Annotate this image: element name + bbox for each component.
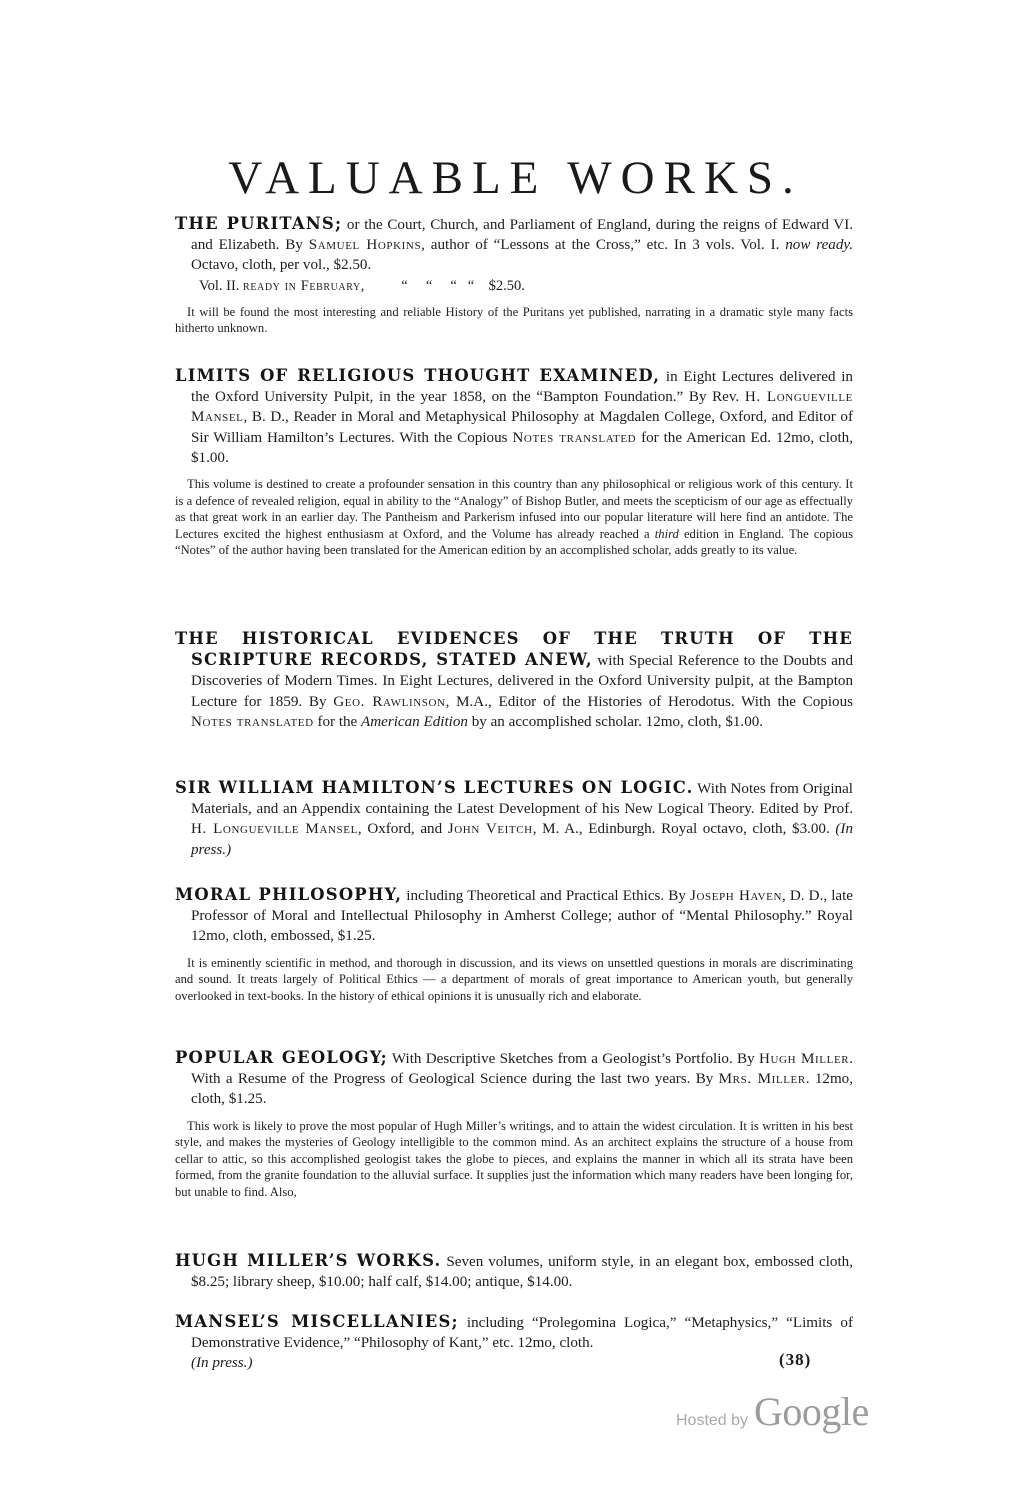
watermark-prefix: Hosted by (676, 1412, 749, 1429)
entry-description: POPULAR GEOLOGY; With Descriptive Sketches from a Geologist’s Portfolio. By Hugh Miller. With a Resume of the Progress of Geological Science during the last two years. By Mrs. Miller. 12mo, cloth, $1.25. (175, 1048, 853, 1108)
review-note: This volume is destined to create a profounder sensation in this country than any philosophical or religious work of this century. It is a defence of revealed religion, equal in ability to the “Analogy” of Bishop Butler, and meets the scepticism of our age as effectually as that great work in an earlier day. The Pantheism and Parkerism infused into our popular literature will here find an antidote. The Lectures excited the highest enthusiasm at Oxford, and the Volume has already reached a third edition in England. The copious “Notes” of the author having been translated for the American edition by an accomplished scholar, adds greatly to its value. (175, 477, 853, 558)
entry-description: THE HISTORICAL EVIDENCES OF THE TRUTH OF THE SCRIPTURE RECORDS, STATED ANEW, with Special Reference to the Doubts and Discoveries of Modern Times. In Eight Lectures, delivered in the Oxford University pulpit, at the Bampton Lecture for 1859. By Geo. Rawlinson, M.A., Editor of the Histories of Herodotus. With the Copious Notes translated for the American Edition by an accomplished scholar. 12mo, cloth, $1.00. (175, 629, 854, 730)
book-title: HUGH MILLER’S WORKS. (175, 1251, 442, 1270)
book-entry-limits-of-religious-thought (175, 366, 853, 559)
book-entry-puritans (175, 214, 853, 337)
book-title: MANSEL’S MISCELLANIES; (175, 1312, 459, 1331)
book-entry-moral-philosophy (175, 885, 853, 1004)
author-name: Samuel Hopkins (308, 237, 422, 254)
press-status: (In press.) (191, 1355, 253, 1372)
review-note: It will be found the most interesting and reliable History of the Puritans yet published, narrating in a dramatic style many facts hitherto unknown. (175, 304, 853, 336)
book-title: THE PURITANS; (175, 214, 343, 233)
author-name: Geo. Rawlinson (333, 693, 446, 710)
google-logo: Google (754, 1389, 869, 1434)
entry-description: MANSEL’S MISCELLANIES; including “Prolegomina Logica,” “Metaphysics,” “Limits of Demonstrative Evidence,” “Philosophy of Kant,” etc. 12mo, cloth. (175, 1312, 853, 1352)
book-entry-popular-geology (175, 1048, 853, 1201)
author-name: H. Longueville Mansel (191, 821, 358, 838)
author-name: Hugh Miller (758, 1051, 850, 1067)
entry-description: LIMITS OF RELIGIOUS THOUGHT EXAMINED, in Eight Lectures delivered in the Oxford University Pulpit, in the year 1858, on the “Bampton Foundation.” By Rev. H. Longueville Mansel, B. D., Reader in Moral and Metaphysical Philosophy at Magdalen College, Oxford, and Editor of Sir William Hamilton’s Lectures. With the Copious Notes translated for the American Ed. 12mo, cloth, $1.00. (175, 366, 853, 466)
entry-description: THE PURITANS; or the Court, Church, and Parliament of England, during the reigns of Edward VI. and Elizabeth. By Samuel Hopkins, author of “Lessons at the Cross,” etc. In 3 vols. Vol. I. now ready. Octavo, cloth, per vol., $2.50. (175, 214, 854, 274)
review-note: This work is likely to prove the most popular of Hugh Miller’s writings, and to attain the widest circulation. It is written in his best style, and makes the mysteries of Geology intelligible to the common mind. As an architect explains the structure of a house from cellar to attic, so this accomplished geologist takes the globe to pieces, and explains the manner in which all its strata have been formed, from the granite foundation to the alluvial surface. It supplies just the information which many readers have been longing for, but unable to find. Also, (175, 1118, 853, 1199)
book-title: SIR WILLIAM HAMILTON’S LECTURES ON LOGIC. (175, 778, 694, 797)
review-note: It is eminently scientific in method, and thorough in discussion, and its views on unsettled questions in morals are discriminating and sound. It treats largely of Political Ethics — a department of morals of great importance to American youth, but generally overlooked in text-books. In the history of ethical opinions it is unusually rich and elaborate. (175, 955, 853, 1003)
book-entry-hugh-millers-works (175, 1251, 853, 1292)
hosted-by-google-watermark (676, 1388, 869, 1444)
book-title: LIMITS OF RELIGIOUS THOUGHT EXAMINED, (175, 366, 661, 385)
entry-description: MORAL PHILOSOPHY, including Theoretical and Practical Ethics. By Joseph Haven, D. D., late Professor of Moral and Intellectual Philosophy in Amherst College; author of “Mental Philosophy.” Royal 12mo, cloth, embossed, $1.25. (175, 885, 853, 945)
volume-two-line: Vol. II. ready in February, “ “ “ “ $2.50. (199, 277, 525, 294)
author-name: H. Longueville Mansel (191, 389, 853, 426)
book-title: THE HISTORICAL EVIDENCES OF THE TRUTH OF THE SCRIPTURE RECORDS, STATED ANEW, (175, 629, 853, 670)
entry-description: SIR WILLIAM HAMILTON’S LECTURES ON LOGIC. With Notes from Original Materials, and an Appendix containing the Latest Development of his New Logical Theory. Edited by Prof. H. Longueville Mansel, Oxford, and John Veitch, M. A., Edinburgh. Royal octavo, cloth, $3.00. (In press.) (175, 778, 854, 858)
book-title: MORAL PHILOSOPHY, (175, 885, 403, 904)
book-entry-lectures-on-logic (175, 778, 853, 860)
author-name: Joseph Haven (690, 888, 783, 904)
entry-description: HUGH MILLER’S WORKS. Seven volumes, uniform style, in an elegant box, embossed cloth, $8.25; library sheep, $10.00; half calf, $14.00; antique, $14.00. (175, 1251, 853, 1291)
page-number: (38) (779, 1350, 812, 1369)
book-title: POPULAR GEOLOGY; (175, 1048, 388, 1067)
book-entry-historical-evidences (175, 629, 853, 732)
page-title: VALUABLE WORKS. (228, 152, 803, 204)
book-entry-mansels-miscellanies (175, 1312, 853, 1374)
